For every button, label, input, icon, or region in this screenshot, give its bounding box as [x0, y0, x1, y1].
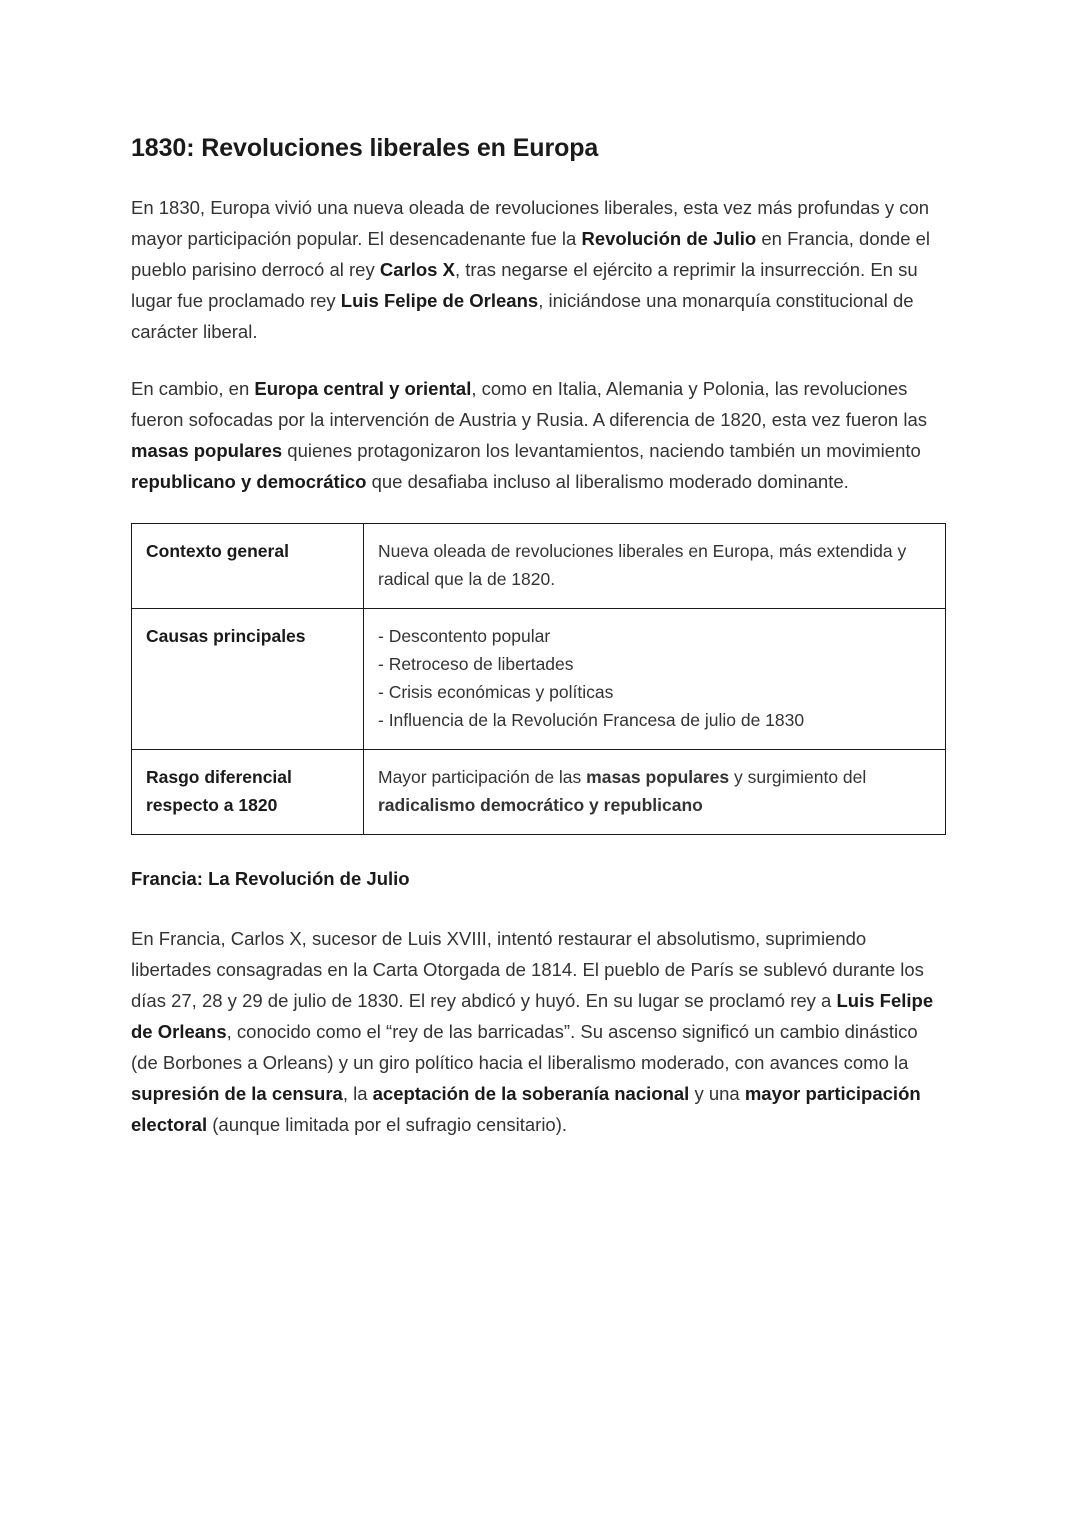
table-row-key: Rasgo diferencial respecto a 1820	[132, 750, 364, 835]
table-row-value: Mayor participación de las masas populares y surgimiento del radicalismo democrático y republicano	[364, 750, 946, 835]
paragraph-europa-central: En cambio, en Europa central y oriental, como en Italia, Alemania y Polonia, las revoluciones fueron sofocadas por la intervención de Austria y Rusia. A diferencia de 1820, esta vez fueron las masas populares quienes protagonizaron los levantamientos, naciendo también un movimiento republicano y democrático que desafiaba incluso al liberalismo moderado dominante.	[131, 378, 927, 493]
paragraph-francia-body: En Francia, Carlos X, sucesor de Luis XVIII, intentó restaurar el absolutismo, suprimiendo libertades consagradas en la Carta Otorgada de 1814. El pueblo de París se sublevó durante los días 27, 28 y 29 de julio de 1830. El rey abdicó y huyó. En su lugar se proclamó rey a Luis Felipe de Orleans, conocido como el “rey de las barricadas”. Su ascenso significó un cambio dinástico (de Borbones a Orleans) y un giro político hacia el liberalismo moderado, con avances como la supresión de la censura, la aceptación de la soberanía nacional y una mayor participación electoral (aunque limitada por el sufragio censitario).	[131, 928, 934, 1136]
table-row	[132, 750, 946, 835]
table-row-key: Contexto general	[132, 524, 364, 609]
page-title: 1830: Revoluciones liberales en Europa	[131, 134, 599, 162]
table-row-key: Causas principales	[132, 609, 364, 750]
paragraph-intro: En 1830, Europa vivió una nueva oleada de revoluciones liberales, esta vez más profundas y con mayor participación popular. El desencadenante fue la Revolución de Julio en Francia, donde el pueblo parisino derrocó al rey Carlos X, tras negarse el ejército a reprimir la insurrección. En su lugar fue proclamado rey Luis Felipe de Orleans, iniciándose una monarquía constitucional de carácter liberal.	[131, 197, 931, 343]
table-row-value: Nueva oleada de revoluciones liberales en Europa, más extendida y radical que la de 1820.	[364, 524, 946, 609]
table-row-value: - Descontento popular - Retroceso de libertades - Crisis económicas y políticas - Influencia de la Revolución Francesa de julio de 1830	[364, 609, 946, 750]
table-row	[132, 609, 946, 750]
section-heading-francia: Francia: La Revolución de Julio	[131, 868, 410, 890]
summary-table	[131, 523, 946, 835]
table-row	[132, 524, 946, 609]
